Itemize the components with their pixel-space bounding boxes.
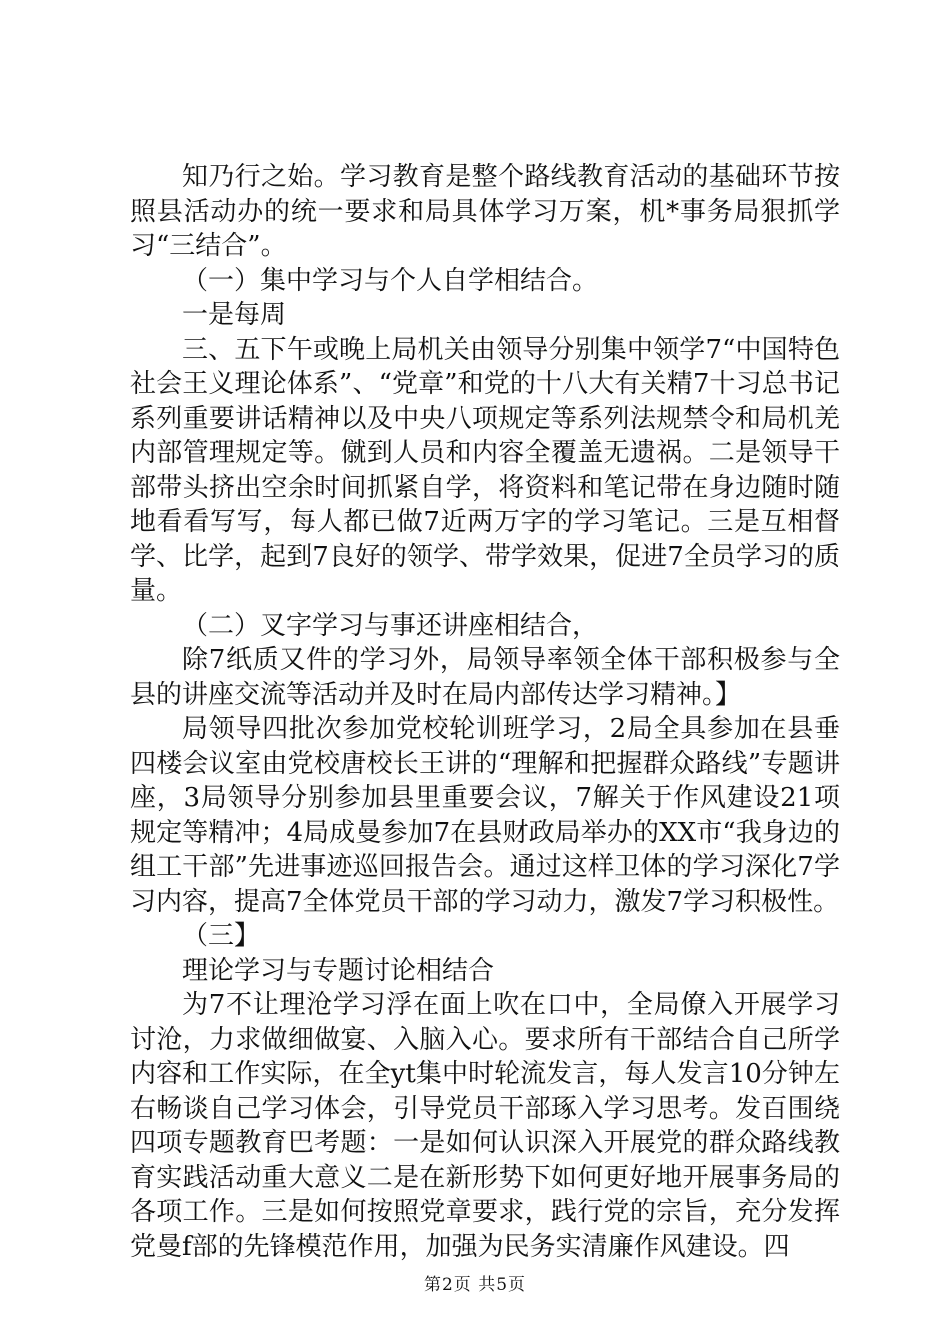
paragraph-collective-study: 三、五下午或晚上局机关由领导分别集中领学7“中国特色社会王义理论体系”、“党章”和党的十八大有关精7十习总书记系列重要讲话精神以及中央八项规定等系列法规禁令和局机羌内部管理规定等。僦到人员和内容全覆盖无遗祸。二是领导干部带头挤出空余时间抓紧自学，将资料和笔记带在身边随时随地看看写写，每人都已做7近两万字的学习笔记。三是互相督学、比学，起到7良好的领学、带学效果，促进7全员学习的质量。 bbox=[130, 334, 840, 606]
paragraph-discussion: 为7不让理沧学习浮在面上吹在口中，全局僚入开展学习讨沧，力求做细做宴、入脑入心。要求所有干部结合自己所学内容和工作实际，在全yt集中时轮流发言，每人发言10分钟左右畅谈自己学习体会，引导党员干部琢入学习思考。发百围绕四项专题教育巴考题：一是如何认识深入开展党的群众路线教育实践活动重大意义二是在新形势下如何更好地开展事务局的各项工作。三是如何按照党章要求，践行党的宗旨，充分发挥党曼f部的先锋模范作用，加强为民务实清廉作风建设。四 bbox=[130, 990, 840, 1262]
page-number-footer: 第2页 共5页 bbox=[423, 1275, 527, 1295]
document-body bbox=[130, 160, 840, 1264]
paragraph-weekly: 一是每周 bbox=[182, 300, 287, 330]
paragraph-lectures: 除7纸质又件的学习外，局领导率领全体干部积极参与全县的讲座交流等活动并及时在局内部传达学习精神。】 bbox=[130, 645, 840, 710]
paragraph-intro: 知乃行之始。学习教育是整个路线教育活动的基础环节按照县活动办的统一要求和局具体学习万案，机*事务局狠抓学习“三结合”。 bbox=[130, 162, 840, 261]
heading-section-3: （三】 bbox=[182, 921, 261, 951]
heading-section-3-title: 理论学习与专题讨论相结合 bbox=[182, 955, 495, 986]
heading-section-1: （一）集中学习与个人自学相结合。 bbox=[182, 265, 599, 296]
heading-section-2: （二）叉字学习与事还讲座相结合， bbox=[182, 610, 599, 641]
paragraph-training: 局领导四批次参加党校轮训班学习，2局全具参加在县垂四楼会议室由党校唐校长王讲的“理解和把握群众路线”专题讲座，3局领导分别参加县里重要会议，7解关于作风建设21项规定等精冲；4局成曼参加7在县财政局举办的XX市“我身边的组工干部”先进事迹巡回报告会。通过这样卫体的学习深化7学习内容，提高7全体党员干部的学习动力，激发7学习积极性。 bbox=[130, 714, 840, 917]
